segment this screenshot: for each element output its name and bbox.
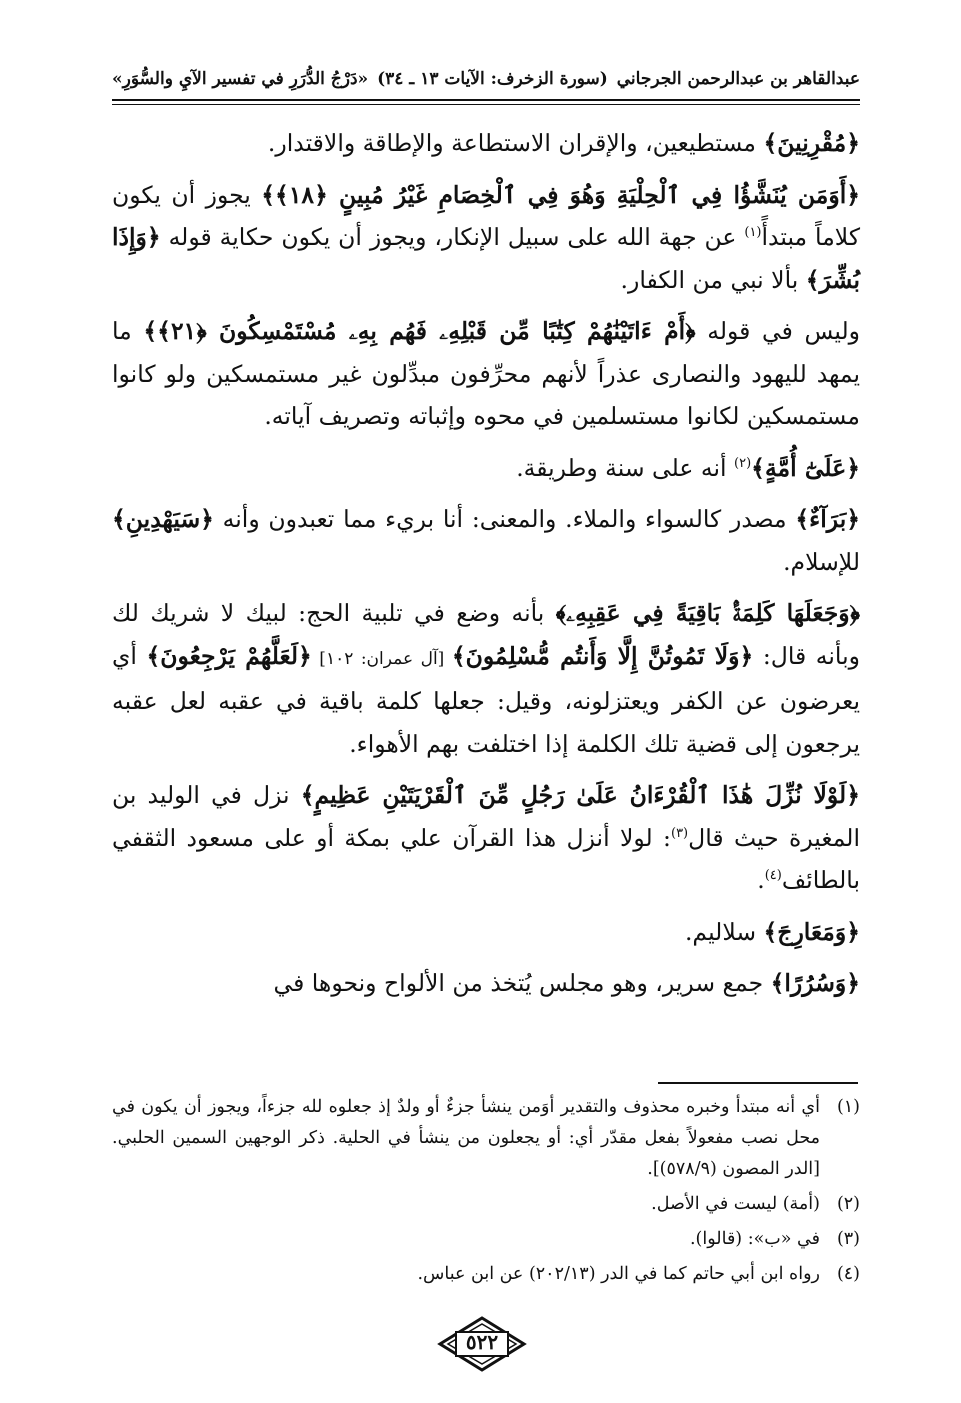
page-number-ornament: [434, 1316, 530, 1372]
commentary: مصدر كالسواء والملاء. والمعنى: أنا بريء مما تعبدون وأنه: [213, 505, 796, 533]
header-author: عبدالقاهر بن عبدالرحمن الجرجاني: [616, 69, 860, 89]
commentary: أنه على سنة وطريقة.: [516, 453, 735, 482]
footnote-text: رواه ابن أبي حاتم كما في الدر (٢٠٢/١٣) عن ابن عباس.: [417, 1264, 820, 1284]
quran-quote: ﴿وَلَا تَمُوتُنَّ إِلَّا وَأَنتُم مُّسْلِمُونَ﴾: [451, 641, 754, 670]
commentary: جمع سرير، وهو مجلس يُتخذ من الألواح ونحوها في: [273, 969, 771, 997]
commentary: للإسلام.: [783, 547, 860, 576]
footnote-marker[interactable]: (١): [744, 225, 762, 241]
quran-quote: ﴿وَجَعَلَهَا كَلِمَةًۢ بَاقِيَةً فِي عَقِبِهِۦ﴾: [555, 599, 860, 627]
commentary: بألا نبي من الكفار.: [620, 265, 806, 294]
quran-quote: ﴿بَرَآءٌ﴾: [795, 505, 860, 533]
commentary: بأنه وضع في تلبية الحج: لبيك لا شريك لك وبأنه قال:: [112, 599, 860, 670]
main-text: [112, 122, 860, 1014]
quran-quote: ﴿مُقْرِنِينَ﴾: [763, 129, 860, 157]
page-number: ٥٢٢: [465, 1330, 499, 1354]
commentary: عن جهة الله على سبيل الإنكار، ويجوز أن يكون حكاية قوله: [160, 223, 745, 251]
header-book-title: «دَرْجُ الدُّرَرِ في تفسير الآيِ والسُّوَرِ»: [112, 69, 369, 89]
verse-reference: [آل عمران: ١٠٢]: [311, 648, 452, 669]
footnote-text: أي أنه مبتدأ وخبره محذوف والتقدير أوَمن ينشأ جزءٌ أو ولدٌ إذ جعلوه لله جزءاً، ويجوز أن يكون في محل نصب مفعولاً بفعل مقدّر أي: أو يجعلون من ينشأ في الحلية. ذكر الوجهين السمين الحلبي. [الدر المصون (٥٧٨/٩)].: [112, 1097, 820, 1179]
quran-quote: ﴿لَوْلَا نُزِّلَ هَٰذَا ٱلْقُرْءَانُ عَلَىٰ رَجُلٍ مِّنَ ٱلْقَرْيَتَيْنِ عَظِيمٍ﴾: [300, 781, 860, 809]
footnote-3: [112, 1224, 860, 1255]
quran-quote: ﴿أَوَمَن يُنَشَّؤُا فِي ٱلْحِلْيَةِ وَهُوَ فِي ٱلْخِصَامِ غَيْرُ مُبِينٍ ﴿١٨﴾﴾: [261, 180, 860, 209]
paragraph-7: [112, 774, 860, 902]
commentary: أي يعرضون عن الكفر ويعتزلونه، وقيل: جعلها كلمة باقية في عقبه لعل عقبه يرجعون إلى قضية تلك الكلمة إذا اختلفت بهم الأهواء.: [112, 641, 860, 758]
paragraph-3: [112, 310, 860, 438]
paragraph-9: [112, 962, 860, 1005]
footnote-number: (٣): [836, 1229, 860, 1249]
commentary: : لولا أنزل هذا القرآن علي بمكة أو على مسعود الثقفي بالطائف: [112, 823, 860, 894]
footnote-marker[interactable]: (٤): [764, 868, 782, 884]
header-rule-thin: [112, 104, 860, 105]
header-rule-thick: [112, 99, 860, 101]
quran-quote: ﴿وَإِذَا بُشِّرَ﴾: [112, 223, 860, 294]
commentary: .: [757, 866, 765, 894]
footnote-text: في «ب»: (قالوا).: [689, 1229, 820, 1249]
footnote-number: (٤): [836, 1264, 860, 1284]
quran-quote: ﴿سَيَهْدِينِ﴾: [112, 505, 214, 533]
footnote-4: [112, 1259, 860, 1290]
footnote-1: [112, 1092, 860, 1185]
paragraph-2: [112, 174, 860, 302]
quran-quote: ﴿وَسُرُرًا﴾: [770, 969, 860, 997]
footnotes: [112, 1092, 860, 1294]
paragraph-5: [112, 498, 860, 583]
commentary: مستطيعين، والإقران الاستطاعة والإطاقة والاقتدار.: [267, 129, 764, 157]
commentary: نزل في الوليد بن المغيرة حيث قال: [112, 781, 861, 852]
commentary: يجوز أن يكون كلاماً مبتدأً: [112, 180, 861, 251]
paragraph-4: [112, 447, 860, 490]
footnote-separator: [658, 1082, 858, 1084]
paragraph-8: [112, 911, 860, 954]
footnote-marker[interactable]: (٢): [734, 455, 752, 471]
footnote-text: (أمة) ليست في الأصل.: [651, 1194, 820, 1214]
commentary: ما يمهد لليهود والنصارى عذراً لأنهم محرِّفون مبدِّلون غير مستمسكين ولو كانوا مستمسكين لكانوا مستسلمين في محوه وإثباته وتصريف آياته.: [112, 317, 860, 430]
commentary: سلاليم.: [684, 917, 764, 946]
paragraph-1: [112, 122, 860, 165]
footnote-marker[interactable]: (٣): [670, 825, 689, 841]
quran-quote: ﴿لَعَلَّهُمْ يَرْجِعُونَ﴾: [146, 641, 312, 670]
footnote-number: (٢): [836, 1194, 860, 1214]
quran-quote: ﴿عَلَىٰٓ أُمَّةٍ﴾: [751, 453, 860, 482]
footnote-2: [112, 1189, 860, 1220]
quran-quote: ﴿أَمْ ءَاتَيْنَٰهُمْ كِتَٰبًا مِّن قَبْلِهِۦ فَهُم بِهِۦ مُسْتَمْسِكُونَ ﴿٢١﴾﴾: [143, 317, 696, 345]
header-section: (سورة الزخرف: الآيات ١٣ ـ ٣٤): [377, 69, 608, 89]
quran-quote: ﴿وَمَعَارِجَ﴾: [763, 917, 860, 946]
commentary: وليس في قوله: [695, 317, 860, 345]
paragraph-6: [112, 592, 860, 765]
footnote-number: (١): [836, 1097, 860, 1117]
running-header: [112, 62, 860, 96]
